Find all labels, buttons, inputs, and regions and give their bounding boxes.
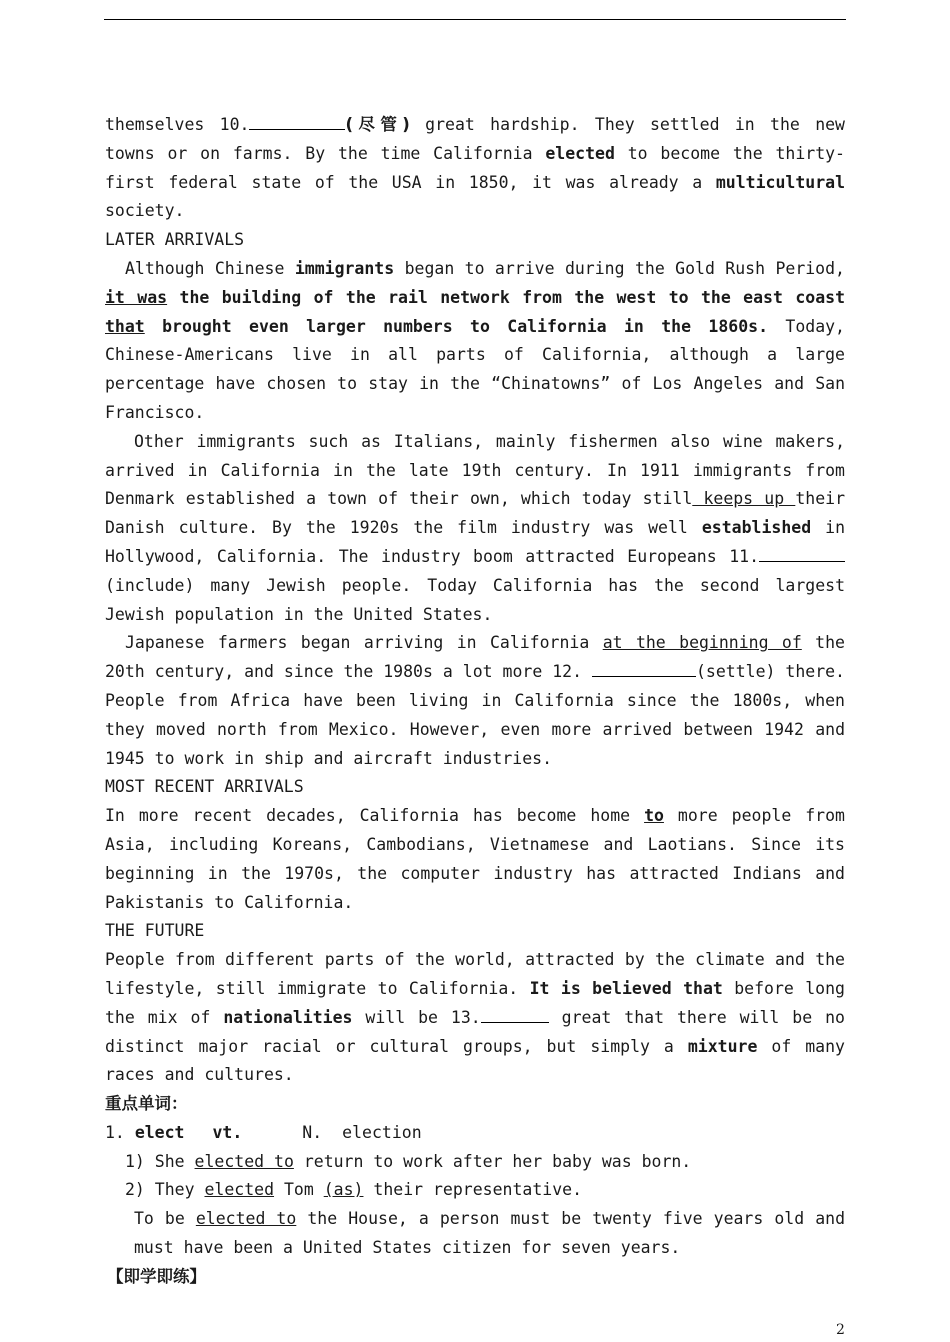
blank-10[interactable] — [249, 113, 345, 130]
example-1: 1) She elected to return to work after her baby was born. — [125, 1151, 692, 1171]
blank-12[interactable] — [592, 660, 696, 677]
vocab-heading: 重点单词： — [105, 1094, 188, 1114]
page-number: 2 — [836, 1322, 845, 1338]
paragraph-3: Other immigrants such as Italians, mainly fishermen also wine makers, arrived in California in the late 19th century. In 1911 immigrants from Denmark established a town of their own, which today still keeps up their Danish culture. By the 1920s the film industry was well established in Hollywood, California. The industry boom attracted Europeans 11. (include) many Jewish people. Today California has the second largest Jewish population in the United States. — [105, 431, 845, 624]
vocab-word: elect — [134, 1122, 185, 1142]
paragraph-2: Although Chinese immigrants began to arrive during the Gold Rush Period, it was the building of the rail network from the west to the east coast that brought even larger numbers to California in the 1860s. Today, Chinese-Americans live in all parts of California, although a large percentage have chosen to stay in the “Chinatowns” of Los Angeles and San Francisco. — [105, 258, 846, 422]
example-3: To be elected to the House, a person must be twenty five years old and must have been a United States citizen for seven years. — [134, 1209, 846, 1258]
header-rule — [104, 19, 846, 20]
vocab-item-1: 1. elect vt. N. election — [105, 1122, 422, 1142]
paragraph-4: Japanese farmers began arriving in California at the beginning of the 20th century, and since the 1980s a lot more 12. (settle) there. People from Africa have been living in California since the 1800s, when they moved north from Mexico. However, even more arrived between 1942 and 1945 to work in ship and aircraft industries. — [105, 633, 845, 768]
section-heading-most-recent-arrivals: MOST RECENT ARRIVALS — [105, 777, 304, 797]
document-body — [105, 111, 845, 1292]
paragraph-1: themselves 10. (尽管) great hardship. They settled in the new towns or on farms. By the time California elected to become the thirty-first federal state of the USA in 1850, it was already a multicultural society. — [105, 115, 845, 221]
example-2: 2) They elected Tom (as) their representative. — [125, 1180, 582, 1200]
section-heading-later-arrivals: LATER ARRIVALS — [105, 230, 245, 250]
paragraph-6: People from different parts of the world, attracted by the climate and the lifestyle, still immigrate to California. It is believed that before long the mix of nationalities will be 13. great that there will be no distinct major racial or cultural groups, but simply a mixture of many races and cultures. — [105, 950, 845, 1085]
paragraph-5: In more recent decades, California has become home to more people from Asia, including Koreans, Cambodians, Vietnamese and Laotians. Since its beginning in the 1970s, the computer industry has attracted Indians and Pakistanis to California. — [105, 806, 845, 912]
section-heading-the-future: THE FUTURE — [105, 921, 205, 941]
blank-11[interactable] — [759, 545, 845, 562]
practice-heading: 【即学即练】 — [107, 1266, 206, 1286]
blank-13[interactable] — [481, 1006, 549, 1023]
